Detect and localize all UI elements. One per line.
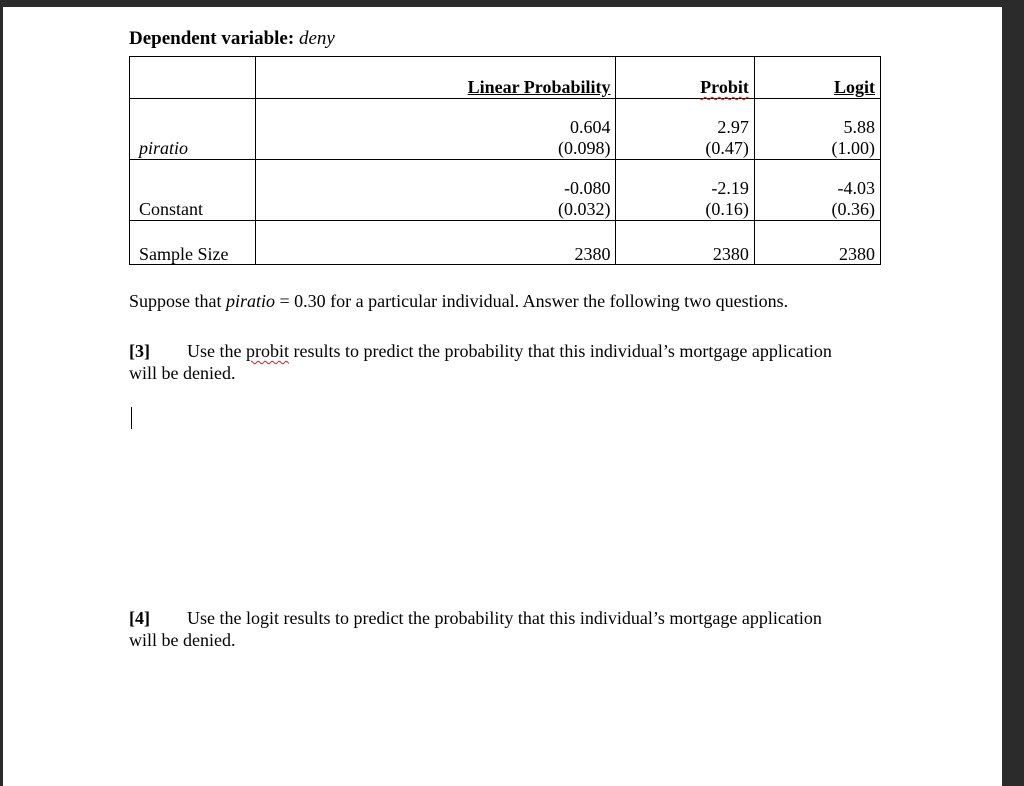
table-heading xyxy=(129,28,335,50)
question-3-number: [3] xyxy=(129,341,150,361)
regression-results-table xyxy=(129,56,881,265)
header-linear-probability: Linear Probability xyxy=(256,57,616,99)
text-cursor xyxy=(131,407,132,429)
table-row-piratio xyxy=(130,99,881,160)
heading-variable: deny xyxy=(298,28,335,49)
cell-probit-piratio: 2.97 (0.47) xyxy=(616,99,754,160)
cell-logit-n: 2380 xyxy=(754,221,880,265)
cell-probit-n: 2380 xyxy=(616,221,754,265)
intro-variable: piratio xyxy=(226,291,276,311)
table-row-sample-size xyxy=(130,221,881,265)
row-label: piratio xyxy=(130,99,256,160)
document-page[interactable] xyxy=(3,7,1002,786)
header-empty-cell xyxy=(130,57,256,99)
cell-logit-constant: -4.03 (0.36) xyxy=(754,160,880,221)
misspelled-word: probit xyxy=(245,341,289,361)
intro-paragraph: Suppose that piratio = 0.30 for a particular individual. Answer the following two questions. xyxy=(129,291,789,311)
row-label: Constant xyxy=(130,160,256,221)
header-probit: Probit xyxy=(616,57,754,99)
table-row-constant xyxy=(130,160,881,221)
question-4: [4] Use the logit results to predict the probability that this individual’s mortgage application will be denied. xyxy=(129,608,822,650)
table-header-row xyxy=(130,57,881,99)
cell-lpm-piratio: 0.604 (0.098) xyxy=(256,99,616,160)
cell-logit-piratio: 5.88 (1.00) xyxy=(754,99,880,160)
question-3: [3] Use the probit results to predict the probability that this individual’s mortgage application will be denied. xyxy=(129,341,832,383)
cell-lpm-constant: -0.080 (0.032) xyxy=(256,160,616,221)
cell-lpm-n: 2380 xyxy=(256,221,616,265)
cell-probit-constant: -2.19 (0.16) xyxy=(616,160,754,221)
header-logit: Logit xyxy=(754,57,880,99)
row-label: Sample Size xyxy=(130,221,256,265)
question-4-number: [4] xyxy=(129,608,150,628)
heading-label: Dependent variable: xyxy=(129,28,295,49)
